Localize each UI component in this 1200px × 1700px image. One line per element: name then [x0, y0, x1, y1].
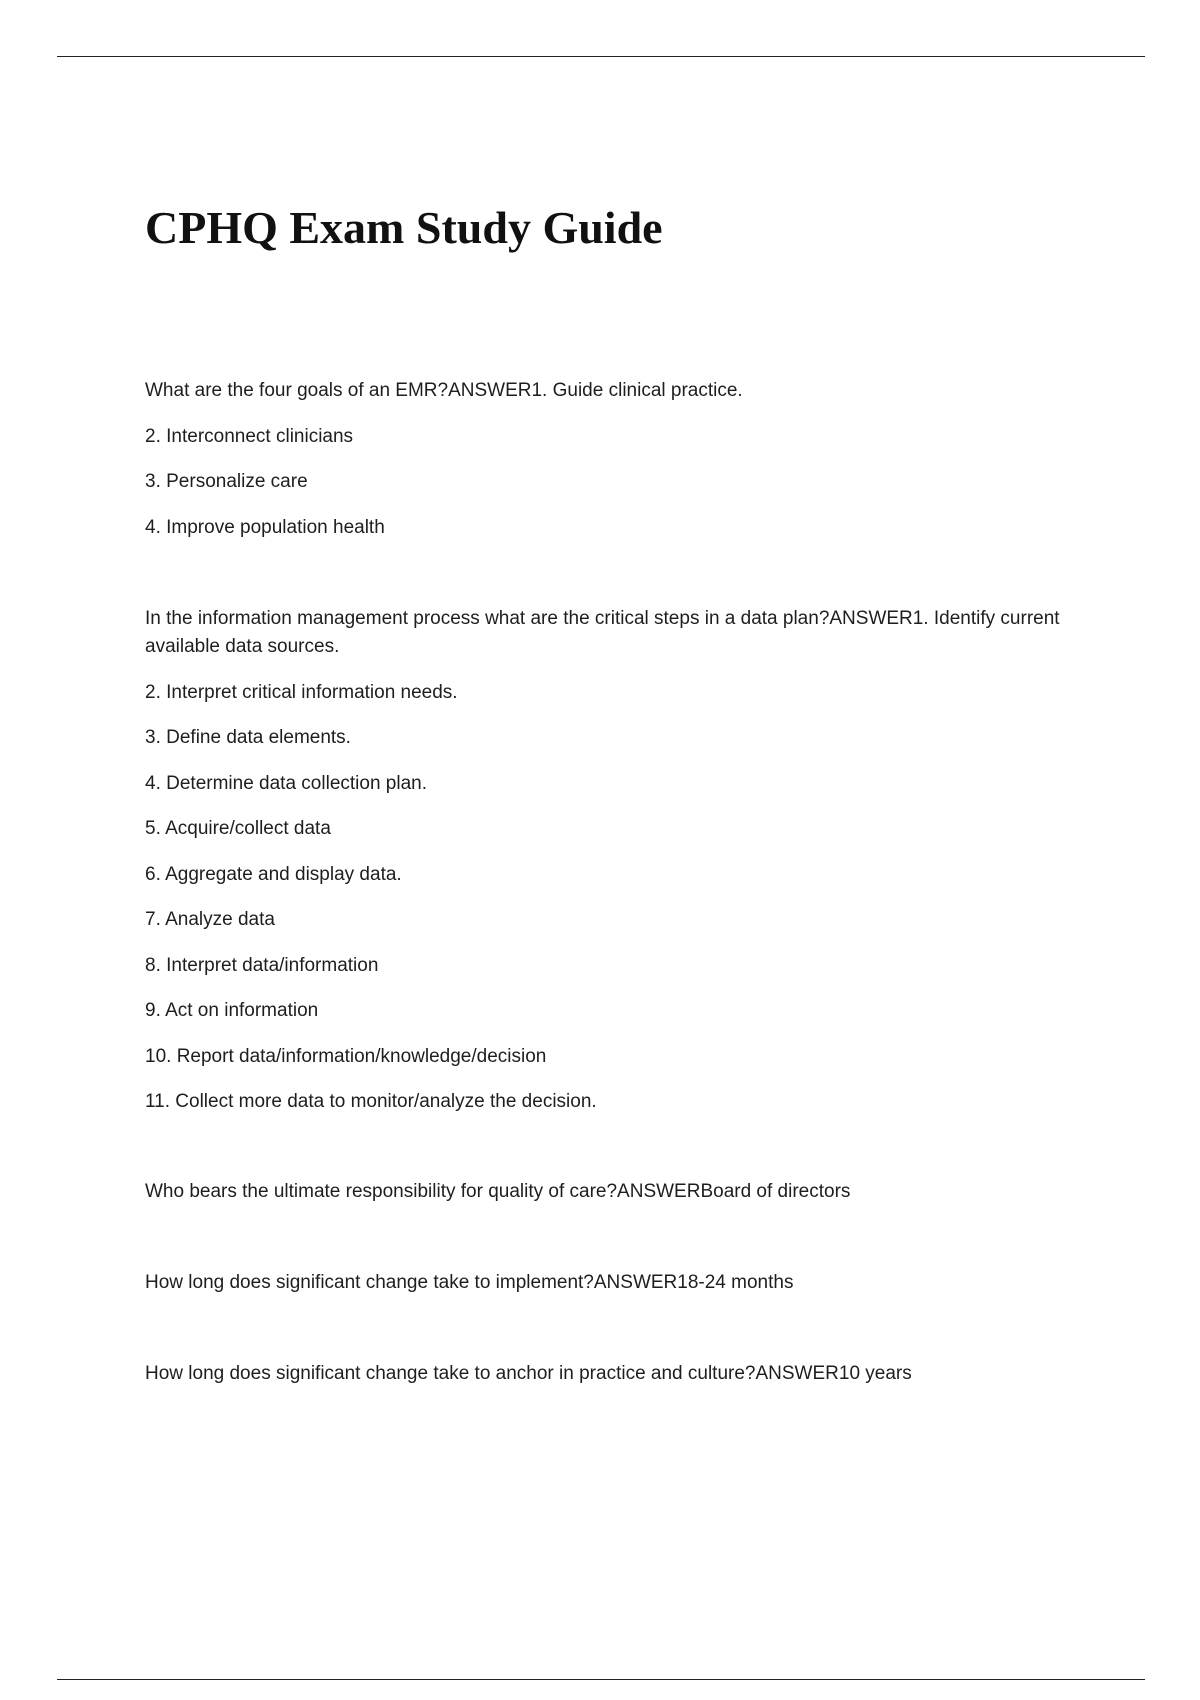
qa-question-line: In the information management process what are the critical steps in a data plan?ANSWER1. Identify current available data sources. — [145, 608, 1060, 657]
qa-answer-line: 10. Report data/information/knowledge/decision — [145, 1046, 547, 1067]
qa-answer-line: 6. Aggregate and display data. — [145, 864, 402, 885]
qa-question-line: What are the four goals of an EMR?ANSWER1. Guide clinical practice. — [145, 380, 743, 401]
qa-block-change-anchor — [145, 1360, 1065, 1388]
qa-question-line: How long does significant change take to implement?ANSWER18-24 months — [145, 1272, 794, 1293]
qa-question-line: How long does significant change take to anchor in practice and culture?ANSWER10 years — [145, 1363, 912, 1384]
qa-question-line: Who bears the ultimate responsibility for quality of care?ANSWERBoard of directors — [145, 1181, 851, 1202]
qa-answer-line: 3. Define data elements. — [145, 727, 351, 748]
page-title: CPHQ Exam Study Guide — [145, 202, 663, 253]
qa-answer-line: 11. Collect more data to monitor/analyze the decision. — [145, 1091, 597, 1112]
qa-block-emr-goals — [145, 377, 1065, 542]
qa-answer-line: 2. Interpret critical information needs. — [145, 682, 458, 703]
qa-answer-line: 9. Act on information — [145, 1000, 319, 1021]
qa-answer-line: 7. Analyze data — [145, 909, 275, 930]
qa-block-change-implement — [145, 1269, 1065, 1297]
bottom-rule — [57, 1679, 1145, 1680]
qa-answer-line: 2. Interconnect clinicians — [145, 426, 354, 447]
qa-answer-line: 4. Improve population health — [145, 517, 385, 538]
qa-block-quality-responsibility — [145, 1178, 1065, 1206]
top-rule — [57, 56, 1145, 57]
qa-answer-line: 8. Interpret data/information — [145, 955, 379, 976]
qa-answer-line: 3. Personalize care — [145, 471, 308, 492]
qa-answer-line: 4. Determine data collection plan. — [145, 773, 427, 794]
qa-block-data-plan — [145, 605, 1065, 1116]
qa-answer-line: 5. Acquire/collect data — [145, 818, 331, 839]
